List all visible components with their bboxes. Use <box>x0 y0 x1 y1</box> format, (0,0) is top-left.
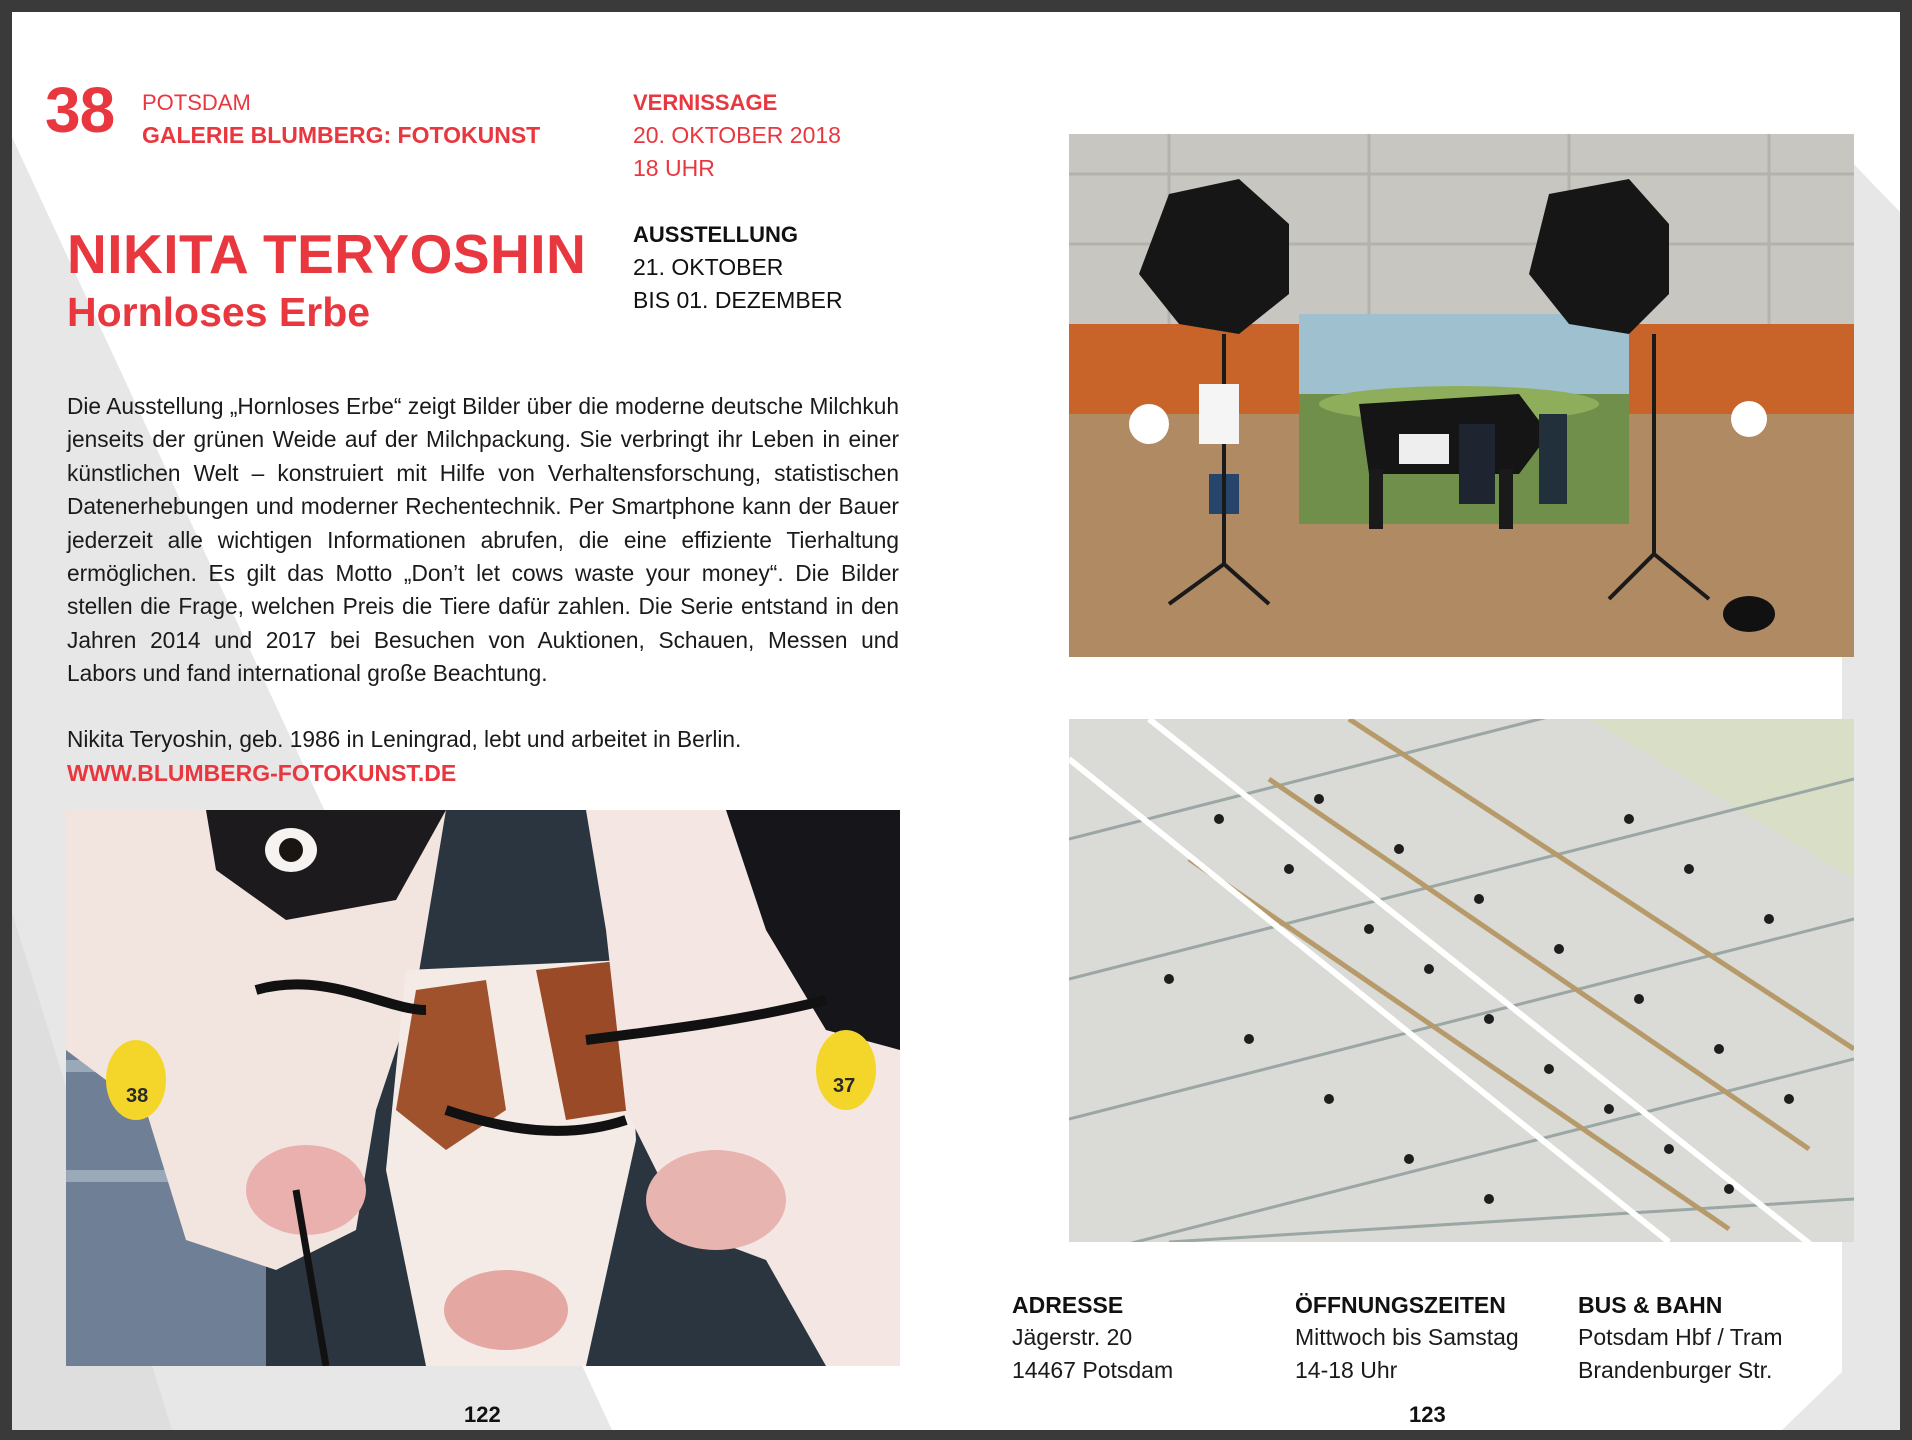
hours-line1: Mittwoch bis Samstag <box>1295 1324 1519 1350</box>
exhibition-title: Hornloses Erbe <box>67 289 371 335</box>
vernissage-heading: VERNISSAGE <box>633 90 778 115</box>
ear-tag-right: 37 <box>833 1075 856 1097</box>
ausstellung-heading: AUSSTELLUNG <box>633 222 798 247</box>
website-link[interactable]: WWW.BLUMBERG-FOTOKUNST.DE <box>67 760 457 786</box>
address-line2: 14467 Potsdam <box>1012 1357 1174 1383</box>
artist-bio: Nikita Teryoshin, geb. 1986 in Leningrad, lebt und arbeitet in Berlin. <box>67 726 742 752</box>
description-text: Die Ausstellung „Hornloses Erbe“ zeigt Bilder über die moderne deutsche Milchkuh jenseits der grünen Weide auf der Milchpackung. Sie verbringt ihr Leben in einer künstlichen Welt – konstruiert mit Hilfe von Verhaltensforschung, statistischen Datenerhebungen und moderner Rechentechnik. Per Smartphone kann der Bauer jederzeit alle wichtigen Informationen abrufen, die eine effiziente Tierhaltung ermöglichen. Es gilt das Motto „Don’t let cows waste your money“. Die Bilder stellen die Frage, welchen Preis die Tiere dafür zahlen. Die Serie entstand in den Jahren 2014 und 2017 bei Besuchen von Auktionen, Schauen, Messen und Labors und fand international große Beachtung. <box>67 393 899 687</box>
address-heading: ADRESSE <box>1012 1292 1124 1318</box>
magazine-spread <box>12 12 1900 1430</box>
gallery-name: GALERIE BLUMBERG: FOTOKUNST <box>142 122 541 148</box>
page-number-right: 123 <box>1409 1402 1446 1427</box>
city-label: POTSDAM <box>142 90 251 115</box>
vernissage-date: 20. OKTOBER 2018 <box>633 122 841 148</box>
page-number-left: 122 <box>464 1402 501 1427</box>
photo-cows-closeup <box>66 810 900 1366</box>
address-line1: Jägerstr. 20 <box>1012 1324 1133 1350</box>
entry-number: 38 <box>45 74 115 146</box>
artist-name: NIKITA TERYOSHIN <box>67 223 587 285</box>
vernissage-time: 18 UHR <box>633 155 715 181</box>
ear-tag-left: 38 <box>126 1085 149 1107</box>
photo-aerial-barn <box>1069 719 1854 1242</box>
ausstellung-end: BIS 01. DEZEMBER <box>633 287 843 313</box>
hours-line2: 14-18 Uhr <box>1295 1357 1398 1383</box>
transit-line1: Potsdam Hbf / Tram <box>1578 1324 1783 1350</box>
transit-line2: Brandenburger Str. <box>1578 1357 1773 1383</box>
photo-studio-cow <box>1069 134 1854 657</box>
hours-heading: ÖFFNUNGSZEITEN <box>1295 1292 1506 1318</box>
ausstellung-start: 21. OKTOBER <box>633 254 784 280</box>
transit-heading: BUS & BAHN <box>1578 1292 1723 1318</box>
exhibition-description <box>67 390 899 691</box>
